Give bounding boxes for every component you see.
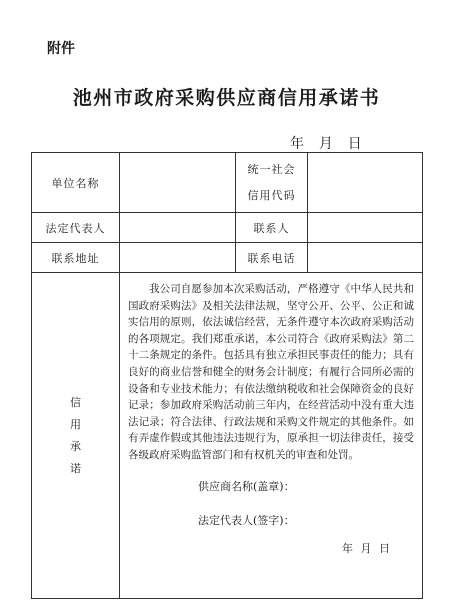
unit-name-field[interactable] — [120, 153, 236, 213]
document-title: 池州市政府采购供应商信用承诺书 — [72, 87, 381, 109]
address-field[interactable] — [120, 243, 236, 273]
attachment-label: 附件 — [47, 41, 75, 57]
commitment-text: 我公司自愿参加本次采购活动，严格遵守《中华人民共和国政府采购法》及相关法律法规，坚守公开、公平、公正和诚实信用的原则，依法诚信经营，无条件遵守本次政府采购活动的各项规定。我们郑重承诺，本公司符合《政府采购法》第二十二条规定的条件。包括具有独立承担民事责任的能力；具有良好的商业信誉和健全的财务会计制度；有履行合同所必需的设备和专业技术能力；有依法缴纳税收和社会保障资金的良好记录；参加政府采购活动前三年内，在经营活动中没有重大违法记录；符合法律、行政法规和采购文件规定的其他条件。如有弄虚作假或其他违法违规行为，原承担一切法律责任，接受各级政府采购监管部门和有权机关的审查和处罚。 — [128, 283, 414, 461]
commitment-label — [32, 273, 120, 599]
commitment-content — [120, 273, 423, 599]
commitment-label-char: 承 — [70, 439, 81, 453]
supplier-sign-label: 供应商名称(盖章)： — [198, 479, 295, 493]
form-row-address — [32, 243, 423, 273]
commitment-label-char: 信 — [70, 395, 81, 409]
form-row-unit — [32, 153, 423, 213]
contact-label: 联系人 — [236, 213, 308, 243]
legal-rep-sign-label: 法定代表人(签字)： — [198, 513, 295, 527]
credit-code-label — [236, 153, 308, 213]
commitment-label-char: 诺 — [70, 461, 81, 475]
credit-code-label-line2: 信用代码 — [247, 188, 296, 202]
sign-date: 年 月 日 — [342, 541, 392, 555]
unit-name-label: 单位名称 — [32, 153, 120, 213]
form-row-legal-rep — [32, 213, 423, 243]
phone-field[interactable] — [308, 243, 423, 273]
credit-code-label-line1: 统一社会 — [247, 162, 296, 176]
form-row-commitment — [32, 273, 423, 599]
phone-label: 联系电话 — [236, 243, 308, 273]
document-date: 年 月 日 — [290, 136, 364, 152]
commitment-form-table — [31, 152, 423, 599]
legal-rep-label: 法定代表人 — [32, 213, 120, 243]
credit-code-field[interactable] — [308, 153, 423, 213]
commitment-label-char: 用 — [70, 417, 81, 431]
legal-rep-field[interactable] — [120, 213, 236, 243]
contact-field[interactable] — [308, 213, 423, 243]
address-label: 联系地址 — [32, 243, 120, 273]
